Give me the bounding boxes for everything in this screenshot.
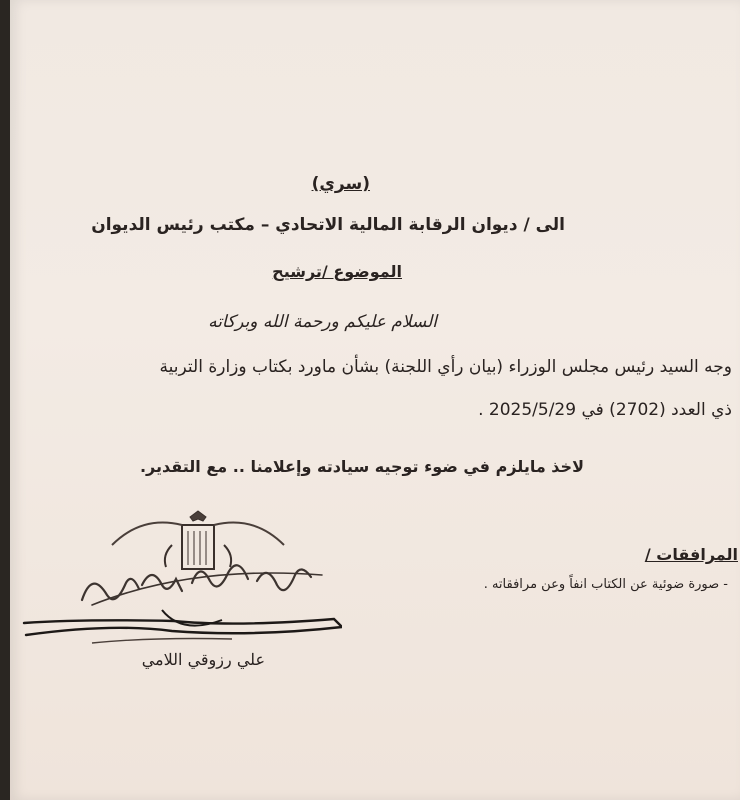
letter-page (10, 0, 740, 800)
signer-name: علي رزوقي اللامي (141, 650, 265, 669)
eagle-emblem-icon (165, 511, 231, 569)
greeting-line: السلام عليكم ورحمة الله وبركاته (208, 312, 437, 332)
stamp-calligraphy (82, 565, 322, 605)
recipient-line: الى / ديوان الرقابة المالية الاتحادي – مكتب رئيس الديوان (91, 215, 565, 235)
classification-label: (سري) (311, 174, 370, 194)
subject-line: الموضوع /ترشيح (272, 262, 402, 281)
body-paragraph-line-2: ذي العدد (2702) في 2025/5/29 . (478, 400, 732, 420)
official-stamp-signature (22, 505, 342, 655)
attachments-label: المرافقات / (644, 545, 738, 564)
body-paragraph-line-3: لاخذ مايلزم في ضوء توجيه سيادته وإعلامنا .. مع التقدير. (139, 457, 584, 476)
signature-stroke (24, 619, 342, 635)
body-paragraph-line-1: وجه السيد رئيس مجلس الوزراء (بيان رأي اللجنة) بشأن ماورد بكتاب وزارة التربية (159, 357, 732, 377)
attachment-item: - صورة ضوئية عن الكتاب انفاً وعن مرافقاته . (483, 577, 728, 592)
